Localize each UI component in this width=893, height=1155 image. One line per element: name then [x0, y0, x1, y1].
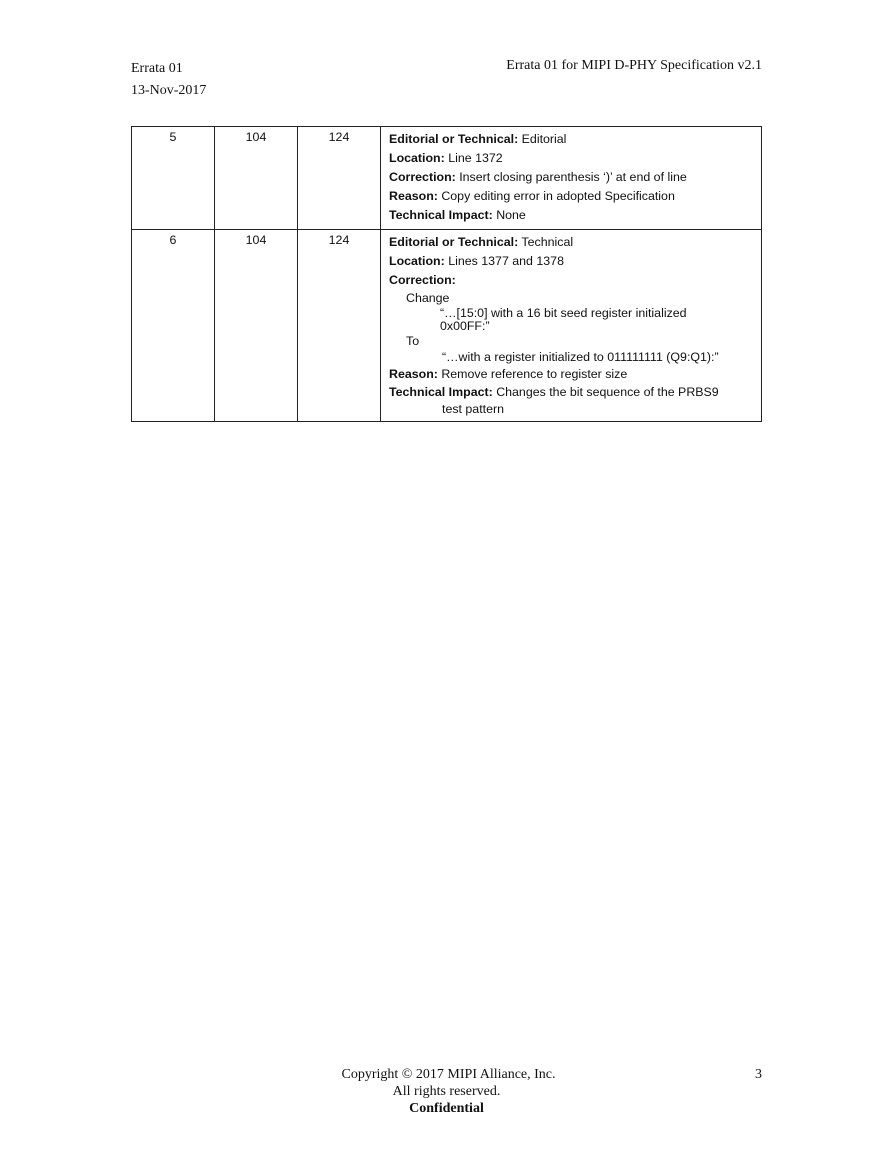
location-value: Line 1372 — [444, 151, 503, 165]
type-line — [389, 233, 753, 252]
table-row — [132, 127, 762, 230]
correction-label: Correction: — [389, 170, 456, 184]
row-number: 5 — [132, 127, 215, 230]
change-text-line2: 0x00FF:” — [440, 319, 490, 333]
reason-value: Copy editing error in adopted Specification — [437, 189, 675, 203]
reason-line — [389, 365, 753, 384]
type-value: Technical — [518, 235, 574, 249]
row-details — [381, 127, 762, 230]
impact-value: Changes the bit sequence of the PRBS9 — [492, 385, 719, 399]
correction-line — [389, 271, 753, 290]
doc-name: Errata 01 — [131, 61, 183, 76]
reason-line — [389, 187, 753, 206]
table-row — [132, 230, 762, 422]
errata-table — [131, 126, 762, 422]
to-label: To — [406, 334, 420, 348]
reason-value: Remove reference to register size — [437, 367, 628, 381]
correction-label: Correction: — [389, 273, 456, 287]
impact-label: Technical Impact: — [389, 208, 493, 222]
impact-label: Technical Impact: — [389, 385, 493, 399]
correction-value: Insert closing parenthesis ‘)’ at end of line — [455, 170, 687, 184]
impact-value: None — [492, 208, 526, 222]
to-text: “…with a register initialized to 011111111 (Q9:Q1):” — [442, 350, 719, 364]
location-label: Location: — [389, 254, 445, 268]
impact-line — [389, 384, 753, 401]
change-text-line1: “…[15:0] with a 16 bit seed register initialized — [440, 306, 687, 320]
reason-label: Reason: — [389, 367, 438, 381]
row-col2: 104 — [215, 127, 298, 230]
type-label: Editorial or Technical: — [389, 132, 519, 146]
copyright-text: Copyright © 2017 MIPI Alliance, Inc. — [341, 1067, 556, 1082]
correction-line — [389, 168, 753, 187]
row-col2: 104 — [215, 230, 298, 422]
header-left — [131, 58, 206, 102]
location-value: Lines 1377 and 1378 — [444, 254, 564, 268]
rights-text: All rights reserved. — [392, 1084, 501, 1099]
type-value: Editorial — [518, 132, 567, 146]
change-label: Change — [406, 291, 450, 305]
impact-line — [389, 206, 753, 225]
location-label: Location: — [389, 151, 445, 165]
location-line — [389, 149, 753, 168]
header-title: Errata 01 for MIPI D-PHY Specification v2.1 — [506, 58, 762, 73]
doc-date: 13-Nov-2017 — [131, 83, 207, 98]
confidential-label: Confidential — [409, 1101, 484, 1116]
page-number: 3 — [755, 1067, 762, 1082]
row-number: 6 — [132, 230, 215, 422]
row-col3: 124 — [298, 127, 381, 230]
reason-label: Reason: — [389, 189, 438, 203]
row-col3: 124 — [298, 230, 381, 422]
row-details — [381, 230, 762, 422]
impact-continuation: test pattern — [442, 402, 504, 416]
type-line — [389, 130, 753, 149]
type-label: Editorial or Technical: — [389, 235, 519, 249]
location-line — [389, 252, 753, 271]
